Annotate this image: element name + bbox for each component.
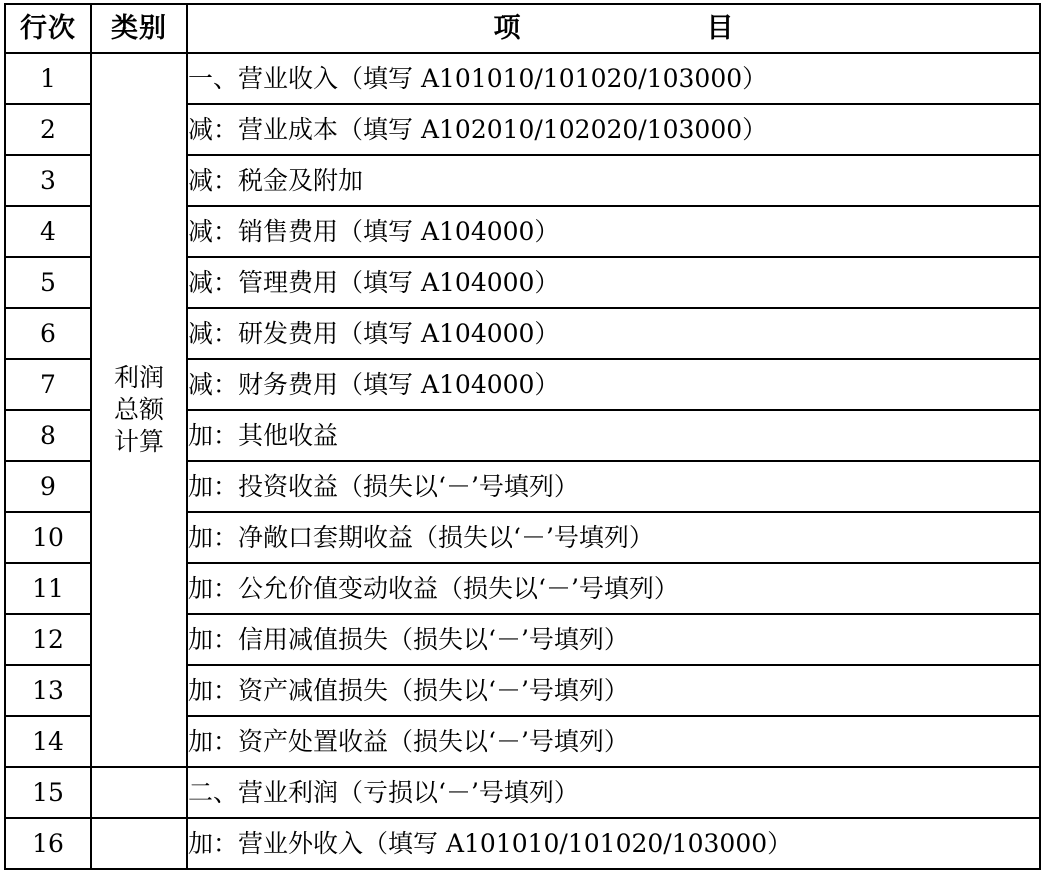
row-item: 减：管理费用（填写 A104000）: [187, 257, 1040, 308]
category-line: 总额: [113, 395, 164, 424]
header-item-label: 项 目: [493, 13, 778, 44]
header-item: [187, 4, 1040, 53]
row-no: 3: [5, 155, 91, 206]
row-item: 减：营业成本（填写 A102010/102020/103000）: [187, 104, 1040, 155]
row-item: 加：投资收益（损失以‘－’号填列）: [187, 461, 1040, 512]
row-item: 减：研发费用（填写 A104000）: [187, 308, 1040, 359]
table-row: [5, 818, 1040, 869]
row-item: 一、营业收入（填写 A101010/101020/103000）: [187, 53, 1040, 104]
row-no: 6: [5, 308, 91, 359]
category-cell-empty: [91, 767, 187, 818]
row-no: 13: [5, 665, 91, 716]
row-item: 加：信用减值损失（损失以‘－’号填列）: [187, 614, 1040, 665]
row-item: 减：财务费用（填写 A104000）: [187, 359, 1040, 410]
row-item: 加：资产处置收益（损失以‘－’号填列）: [187, 716, 1040, 767]
row-no: 1: [5, 53, 91, 104]
row-item: 加：资产减值损失（损失以‘－’号填列）: [187, 665, 1040, 716]
table-row: [5, 53, 1040, 104]
row-item: 加：营业外收入（填写 A101010/101020/103000）: [187, 818, 1040, 869]
row-no: 11: [5, 563, 91, 614]
header-row-no: 行次: [5, 4, 91, 53]
category-line: 利润: [113, 363, 164, 392]
category-cell: [91, 53, 187, 767]
row-item: 加：公允价值变动收益（损失以‘－’号填列）: [187, 563, 1040, 614]
row-no: 2: [5, 104, 91, 155]
category-cell-empty: [91, 818, 187, 869]
row-no: 10: [5, 512, 91, 563]
header-category: 类别: [91, 4, 187, 53]
row-no: 12: [5, 614, 91, 665]
row-no: 16: [5, 818, 91, 869]
profit-statement-table: [4, 3, 1041, 870]
row-no: 9: [5, 461, 91, 512]
row-no: 14: [5, 716, 91, 767]
row-item: 加：净敞口套期收益（损失以‘－’号填列）: [187, 512, 1040, 563]
table-row: [5, 767, 1040, 818]
row-no: 7: [5, 359, 91, 410]
row-item: 减：销售费用（填写 A104000）: [187, 206, 1040, 257]
category-line: 计算: [113, 427, 164, 456]
row-item: 加：其他收益: [187, 410, 1040, 461]
row-no: 4: [5, 206, 91, 257]
row-no: 5: [5, 257, 91, 308]
row-item: 减：税金及附加: [187, 155, 1040, 206]
row-no: 15: [5, 767, 91, 818]
table-header-row: [5, 4, 1040, 53]
row-item: 二、营业利润（亏损以‘－’号填列）: [187, 767, 1040, 818]
row-no: 8: [5, 410, 91, 461]
